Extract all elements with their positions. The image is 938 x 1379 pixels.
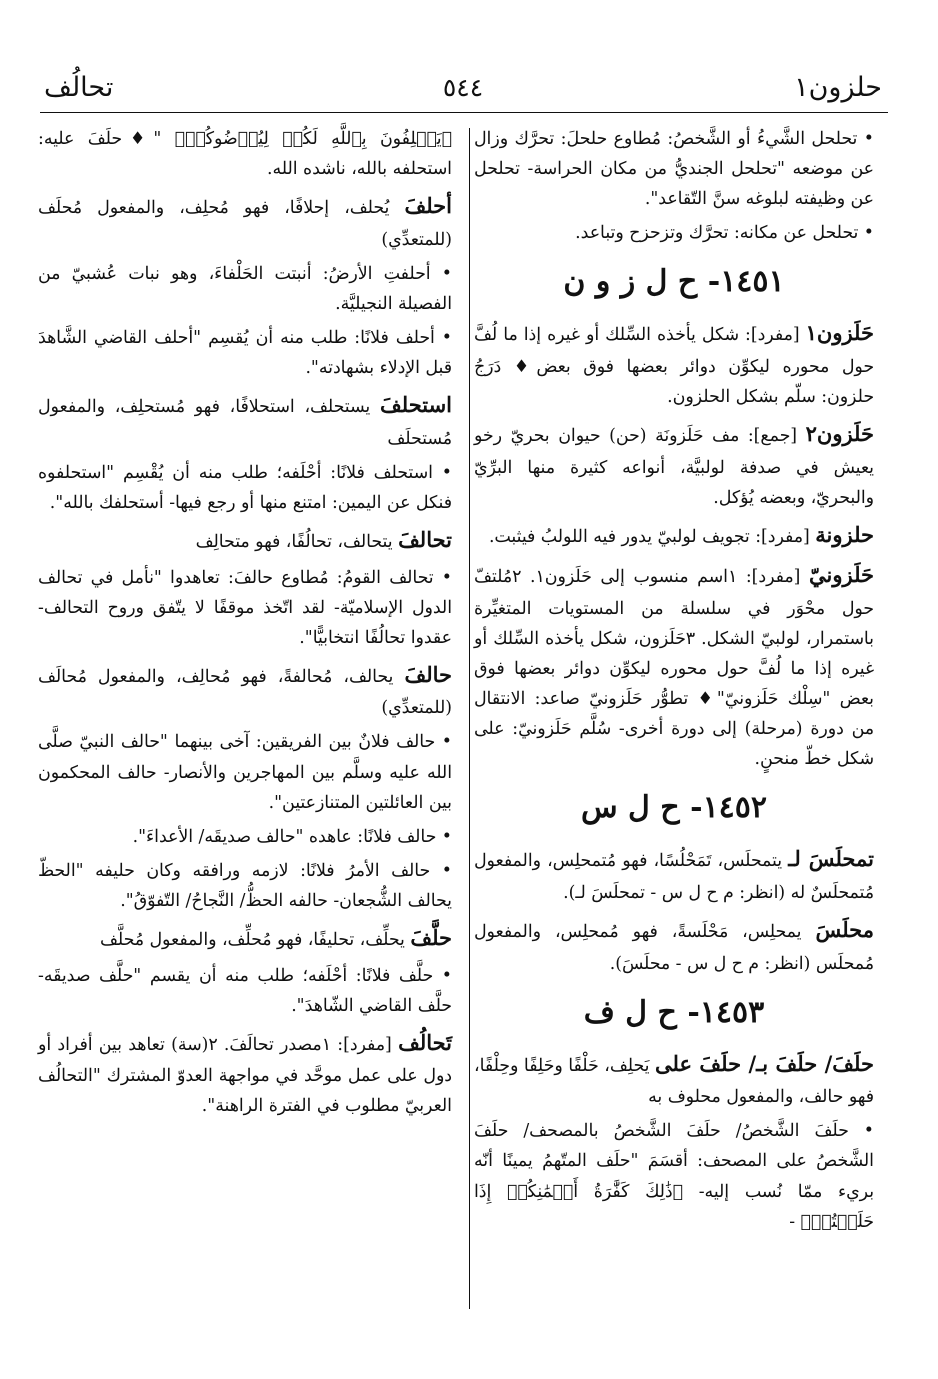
entry-headword: أحلفَ [404, 193, 452, 219]
entry-paragraph: • حلَّف فلانًا: أحْلَفه؛ طلب منه أن يقسم "حلَّف صديقَه- حلَّف القاضي الشّاهدَ". [38, 965, 452, 1016]
root-heading: ١٤٥٢- ح ل س [580, 790, 768, 826]
entry-paragraph: • أحلف فلانًا: طلب منه أن يُقسِم "أحلف القاضي الشَّاهدَ قبل الإدلاء بشهادته". [38, 328, 452, 379]
entry-headword: محلَسَ [815, 917, 874, 943]
entry-headword: حَلَزون٢ [805, 421, 874, 447]
page-header [44, 62, 882, 112]
entry-paragraph: • أحلفتِ الأرضُ: أنبتت الحَلْفاءَ، وهو نبات عُشبيّ من الفصيلة النجيليَّة. [38, 263, 452, 314]
dictionary-entry [474, 315, 874, 412]
entry-headword: حَلَزون١ [805, 320, 874, 346]
entry-definition: يحالف، مُحالفةً، فهو مُحالِف، والمفعول مُحالَف (للمتعدِّي) [38, 666, 452, 719]
dictionary-entry [474, 416, 874, 513]
entry-headword: حلَّفَ [410, 925, 452, 950]
root-heading: ١٤٥٣- ح ل ف [583, 994, 765, 1030]
entry-paragraph: • حالف فلانًا: عاهده "حالف صديقَه/ الأعداءَ". [132, 826, 452, 847]
entry-definition: [جمع]: مف حَلَزونَة (حن) حيوان بحريّ رخو يعيش في صدفة لولبيَّة، أنواعه كثيرة منها البرِّيّ والبحريّ، وبعضه يُؤكل. [474, 426, 874, 508]
left-guide-word: تحالُف [44, 71, 114, 103]
dictionary-entry [38, 188, 452, 255]
dictionary-entry [474, 912, 874, 979]
dictionary-entry [38, 657, 452, 724]
entry-headword: تَحالُف [398, 1029, 453, 1055]
entry-definition: يتمحلَس، تَمَحْلُسًا، فهو مُتمحلِس، والمفعول مُتمحلَسٌ له (انظر: م ح ل س - تمحلَسَ لـ). [474, 851, 874, 903]
entry-paragraph: • حالف الأمرُ فلانًا: لازمه ورافقه وكان حليفه "الحظّ يحالف الشُّجعان- حالفه الحظُّ/ النَّجاحُ/ التّفوّقُ". [38, 860, 452, 911]
left-column [38, 124, 452, 1125]
entry-definition: يتحالف، تحالُفًا، فهو متحالِف [195, 532, 393, 552]
dictionary-entry [38, 920, 452, 957]
entry-definition: يمحلِس، مَحْلَسةً، فهو مُمحلِس، والمفعول مُمحلَس (انظر: م ح ل س - محلَسَ). [474, 922, 874, 974]
entry-definition: [مفرد]: ١اسم منسوب إلى حَلَزون١. ٢مُلتفّ حول محْوَر في سلسلة من المستويات المتغيِّرة باستمرار، لولبيّ الشكل. ٣حَلَزون، شكل يأخذه السِّلك أو غيره إذا ما لُفَّ حول محوره ليكوِّن دوائر بعضها فوق بعض "سِلْك حَلَزونيّ"♦ تطوُّر حَلَزونيّ صاعد: الانتقال من دورة (مرحلة) إلى دورة أخرى- سُلَّم حَلَزونيّ: على شكل خطّ منحنٍ. [474, 567, 874, 770]
dictionary-entry [474, 1046, 874, 1113]
entry-headword: حالفَ [404, 661, 452, 687]
page-number: ٥٤٤ [442, 72, 484, 102]
column-divider [469, 128, 470, 1309]
header-rule [40, 112, 888, 113]
entry-headword: تحالفَ [398, 527, 452, 552]
entry-headword: حَلَزونيّ [809, 562, 875, 588]
entry-definition: يَحلِف، حَلْفًا وحَلِفًا وحِلْفًا، فهو حالف، والمفعول محلوف به [474, 1055, 874, 1108]
entry-headword: تمحلَسَ لـ [788, 846, 874, 872]
entry-definition: [مفرد]: ١مصدر تحالَفَ. ٢(سة) تعاهد بين أفراد أو دول على عمل موحَّد في مواجهة العدوّ المشترك "التحالُف العربيّ مطلوب في الفترة الراهنة". [38, 1034, 452, 1117]
right-guide-word: حلزون١ [794, 71, 882, 103]
entry-definition: [مفرد]: تجويف لولبيّ يدور فيه اللولبُ فيثبت. [488, 526, 810, 547]
dictionary-entry [38, 522, 452, 559]
right-column [474, 124, 874, 1241]
entry-paragraph: • استحلف فلانًا: أحْلَفه؛ طلب منه أن يُقْسِم "استحلفوه فنكل عن اليمين: امتنع منها أو رجع فيها- أستحلفك بالله". [38, 462, 452, 513]
dictionary-entry [474, 557, 874, 774]
dictionary-entry [38, 1025, 452, 1122]
entry-definition: يحلِّف، تحليفًا، فهو مُحلِّف، والمفعول مُحلَّف [99, 930, 405, 950]
entry-paragraph: • تحالف القومُ: مُطاوع حالفَ: تعاهدوا "نأمل في تحالف الدول الإسلاميّة- لقد اتّخذ موقفًا لا يتّفق وروح التحالف- عقدوا تحالُفًا انتخابيًّا". [38, 567, 452, 648]
entry-paragraph: • حالف فلانٌ بين الفريقين: آخى بينهما "حالف النبيّ صلَّى الله عليه وسلَّم بين المهاجرين والأنصار- حالف المحكمون بين العائلتين المتنازعتين". [38, 732, 452, 813]
entry-definition: [مفرد]: شكل يأخذه السِّلك أو غيره إذا ما لُفَّ حول محوره ليكوِّن دوائر بعضها فوق بعض♦ دَرَجُ حلزون: سلّم بشكل الحلزون. [474, 325, 874, 407]
entry-headword: حلزونة [815, 521, 874, 547]
entry-headword: استحلفَ [380, 392, 453, 418]
dictionary-entry [38, 387, 452, 454]
entry-paragraph: • تحلحل عن مكانه: تحرَّك وتزحزح وتباعد. [575, 223, 874, 244]
dictionary-entry [474, 841, 874, 908]
entry-paragraph: • تحلحل الشَّيءُ أو الشَّخصُ: مُطاوع حلحلَ: تحرَّك وزال عن موضعه "تحلحل الجنديُّ من مكان الحراسة- تحلحل عن وظيفته لبلوغه سنَّ التّقاعد". [474, 129, 874, 210]
root-heading: ١٤٥١- ح ل ز و ن [563, 264, 785, 300]
entry-headword: حلَفَ/ حلَفَ بـ/ حلَفَ على [655, 1050, 874, 1076]
entry-definition: يُحلف، إحلافًا، فهو مُحلِف، والمفعول مُحلَف (للمتعدِّي) [38, 198, 452, 250]
entry-paragraph: ﴿يَحۡلِفُونَ بِٱللَّهِ لَكُمۡ لِيُرۡضُوكُمۡ﴾ "♦حلَفَ عليه: استحلفه بالله، ناشده الله. [38, 129, 452, 180]
entry-paragraph: • حلَفَ الشَّخصُ/ حلَفَ الشَّخصُ بالمصحف/ حلَفَ الشَّخصُ على المصحف: أقسَمَ "حلَف المتّهمُ يمينًا أنّه بريء ممّا نُسب إليه- ﴿ذَٰلِكَ كَفَّٰرَةُ أَيۡمَٰنِكُمۡ إِذَا حَلَفۡتُمۡ﴾ - [474, 1121, 874, 1232]
entry-definition: يستحلف، استحلافًا، فهو مُستحلِف، والمفعول مُستحلَف [38, 397, 452, 449]
dictionary-entry [474, 517, 874, 554]
